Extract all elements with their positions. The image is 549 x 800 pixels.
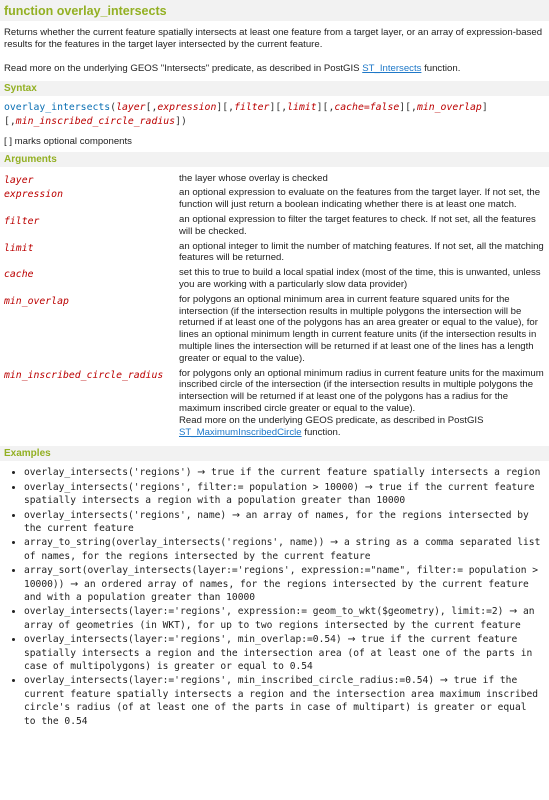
example-result: an array of names, for the regions intersected by the current feature	[24, 509, 529, 534]
example-item	[24, 564, 541, 604]
example-code: overlay_intersects(layer:='regions', min_overlap:=0.54)	[24, 634, 342, 646]
syntax-punct: ][,	[269, 101, 288, 113]
syntax-punct: (	[110, 101, 117, 113]
syntax-punct: ][,	[399, 101, 417, 113]
syntax-arg-min-overlap: min_overlap	[416, 101, 482, 113]
examples-list	[0, 466, 549, 728]
argument-desc: an optional expression to evaluate on the features from the target layer. If not set, the function will just return a boolean indicating whether there is at least one match.	[179, 187, 541, 211]
example-item	[24, 674, 541, 728]
syntax-punct: ][,	[316, 101, 335, 113]
argument-desc-cell	[179, 368, 545, 442]
examples-header: Examples	[0, 446, 549, 461]
example-code: overlay_intersects(layer:='regions', expression:= geom_to_wkt($geometry), limit:=2)	[24, 606, 504, 618]
argument-desc: an optional expression to filter the target features to check. If not set, all the features will be checked.	[179, 214, 536, 237]
argument-row	[4, 241, 545, 268]
example-result: true if the current feature spatially intersects a region	[211, 467, 541, 479]
syntax-arg-min-inscribed-circle-radius: min_inscribed_circle_radius	[15, 115, 176, 127]
page-title: function overlay_intersects	[0, 0, 549, 21]
geos-reference-prefix: Read more on the underlying GEOS "Intersects" predicate, as described in PostGIS	[4, 63, 363, 75]
syntax-punct: ]	[481, 101, 488, 113]
syntax-arg-cache: cache=false	[334, 101, 400, 113]
arrow-icon: →	[439, 675, 448, 687]
argument-name: min_inscribed_circle_radius	[4, 369, 164, 381]
argument-row	[4, 267, 545, 294]
arrow-icon: →	[509, 606, 518, 618]
example-code: array_sort(overlay_intersects(layer:='regions', expression:="name", filter:= population > 10000))	[24, 565, 539, 590]
example-item	[24, 605, 541, 632]
argument-row	[4, 173, 545, 188]
syntax-block	[0, 101, 549, 129]
arrow-icon: →	[231, 509, 240, 521]
syntax-arg-filter: filter	[234, 101, 270, 113]
syntax-arg-limit: limit	[287, 101, 317, 113]
argument-row	[4, 368, 545, 442]
example-code: overlay_intersects(layer:='regions', min_inscribed_circle_radius:=0.54)	[24, 675, 435, 687]
geos-reference-prefix: Read more on the underlying GEOS predicate, as described in PostGIS	[179, 414, 484, 426]
arrow-icon: →	[364, 481, 373, 493]
syntax-function-name: overlay_intersects	[4, 101, 111, 113]
example-result: an array of geometries (in WKT), for up to two regions intersected by the current feature	[24, 606, 535, 631]
argument-desc: the layer whose overlay is checked	[179, 172, 328, 184]
argument-name: cache	[4, 269, 34, 281]
arrow-icon: →	[330, 537, 339, 549]
example-result: true if the current feature spatially intersects a region with a population greater than 10000	[24, 481, 535, 507]
example-code: overlay_intersects('regions')	[24, 467, 192, 479]
example-code: overlay_intersects('regions', filter:= population > 10000)	[24, 481, 360, 493]
argument-desc: for polygons an optional minimum area in current feature squared units for the intersection (if the intersection results in multiple polygons the intersection will be returned if at least one of the polygons has an area greater or equal to the value), for lines an optional minimum length in current feature units (if the intersection results in multiple lines the intersection will be returned if at least one of the lines has a length greater or equal to the value).	[179, 293, 538, 364]
syntax-header: Syntax	[0, 81, 549, 96]
argument-name: layer	[4, 174, 34, 186]
example-result: an ordered array of names, for the regions intersected by the current feature and with a population greater than 10000	[24, 578, 529, 603]
syntax-punct: ])	[175, 115, 187, 127]
example-item	[24, 481, 541, 508]
arrow-icon: →	[347, 634, 356, 646]
example-result: true if the current feature spatially intersects a region and the intersection area maximum inscribed circle's radius (of at least one of the parts in case of multipart) is greater or equal to the 0.54	[24, 675, 539, 727]
argument-desc: for polygons only an optional minimum radius in current feature units for the maximum inscribed circle of the intersection (if the intersection results in multiple polygons the intersection will be returned if at least one of the polygons has a radius for the maximum inscribed circle greater or equal to the value).	[179, 367, 544, 414]
function-description: Returns whether the current feature spatially intersects at least one feature from a target layer, or an array of expression-based results for the features in the target layer intersected by the current feature.	[4, 27, 543, 51]
example-code: overlay_intersects('regions', name)	[24, 509, 227, 521]
example-item	[24, 466, 541, 479]
syntax-arg-layer: layer	[116, 101, 146, 113]
argument-name: expression	[4, 189, 63, 201]
example-code: array_to_string(overlay_intersects('regions', name))	[24, 537, 325, 549]
example-result: a string as a comma separated list of names, for the regions intersected by the current feature	[24, 537, 541, 562]
arguments-header: Arguments	[0, 152, 549, 167]
argument-row	[4, 187, 545, 214]
geos-reference-suffix: function.	[421, 63, 461, 75]
geos-reference-suffix: function.	[301, 426, 341, 438]
geos-reference-text	[0, 63, 549, 75]
argument-name: limit	[4, 242, 34, 254]
arrow-icon: →	[70, 578, 79, 590]
syntax-punct: [,	[145, 101, 158, 113]
arguments-table	[4, 173, 545, 442]
argument-name: min_overlap	[4, 295, 69, 307]
argument-row	[4, 214, 545, 241]
example-item	[24, 633, 541, 673]
optional-note: [ ] marks optional components	[4, 135, 132, 147]
example-item	[24, 536, 541, 563]
example-result: true if the current feature spatially intersects a region and the intersection area (of at least one of the parts in case of multipolygons) is greater or equal to 0.54	[24, 634, 533, 673]
st-intersects-link[interactable]: ST_Intersects	[362, 63, 422, 75]
argument-desc: set this to true to build a local spatial index (most of the time, this is unwanted, unless you are working with a particularly slow data provider)	[179, 267, 541, 290]
argument-name: filter	[4, 216, 40, 227]
syntax-punct: ][,	[216, 101, 235, 113]
syntax-punct: [,	[4, 115, 16, 127]
argument-row	[4, 294, 545, 368]
argument-desc: an optional integer to limit the number of matching features. If not set, all the matching features will be returned.	[179, 240, 544, 264]
st-maximum-inscribed-circle-link[interactable]: ST_MaximumInscribedCircle	[179, 426, 302, 438]
example-item	[24, 509, 541, 536]
syntax-arg-expression: expression	[157, 101, 217, 113]
arrow-icon: →	[197, 467, 206, 479]
